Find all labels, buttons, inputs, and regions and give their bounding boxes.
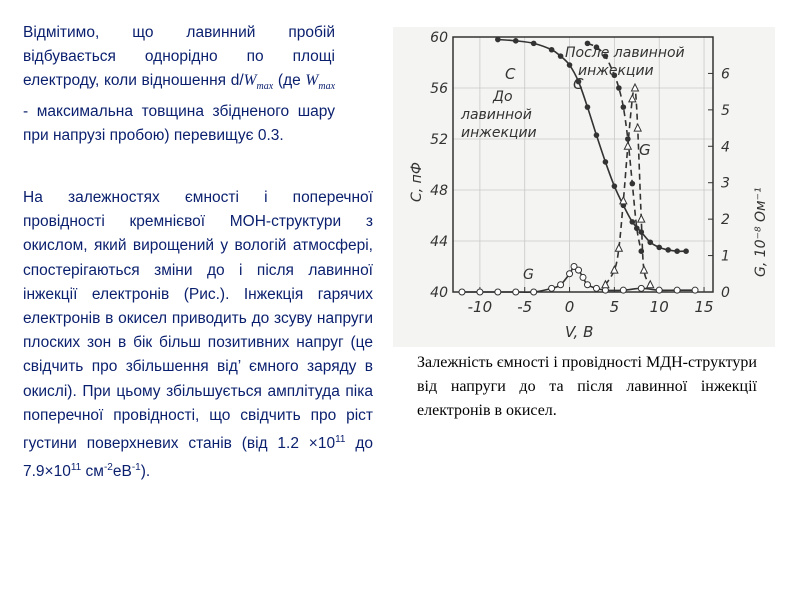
cv-gv-chart (393, 27, 775, 347)
data-point (634, 225, 640, 231)
data-point (593, 285, 599, 291)
data-point (630, 219, 636, 225)
x-tick-label: 5 (609, 298, 620, 316)
y-left-tick-label: 48 (430, 183, 448, 199)
data-point (625, 136, 631, 142)
x-tick-label: -5 (517, 298, 533, 316)
annotation-before-injection-1: До (493, 89, 513, 105)
paragraph-1-text-2: (де (277, 72, 301, 90)
annotation-after-injection-2: инжекции (578, 63, 654, 79)
data-point (549, 285, 555, 291)
y-right-tick-label: 0 (721, 285, 730, 301)
data-point (558, 53, 564, 59)
label-g-after: G (639, 141, 651, 159)
annotation-before-injection-3: инжекции (461, 125, 537, 141)
y-left-axis-label: C, пФ (409, 162, 425, 202)
label-g-before: G (523, 267, 534, 283)
y-right-tick-label: 4 (721, 139, 730, 156)
exp-4: -1 (131, 462, 141, 474)
data-point (647, 239, 653, 245)
y-right-tick-label: 6 (721, 66, 730, 83)
label-c-after: C (573, 75, 584, 93)
paragraph-2-text: На залежностях ємності і поперечної провідності кремнієвої МОН-структури з окислом, який вирощений у вологій атмосфері, спостерігаються зміни до і після лавинної інжекції електронів (Рис.). Інжекція гарячих електронів в окисел приводить до зсуву напруги плоских зон в бік більш позитивних напруг (це свідчить про збільшення від’ ємного заряду в окислі). При цьому збільшується амплітуда піка поперечної провідності, що свідчить про ріст густини поверхневих станів (від 1.2 ×10 (23, 189, 373, 453)
data-point (558, 282, 564, 288)
data-point (495, 37, 501, 43)
y-right-tick-label: 3 (721, 175, 730, 192)
data-point (683, 248, 689, 254)
y-left-tick-label: 52 (430, 132, 448, 148)
figure-caption: Залежність ємності і провідності МДН-структури від напруги до та після лавинної інжекції електронів в окисел. (417, 354, 757, 419)
w-symbol-2: W (305, 72, 319, 90)
data-point (656, 287, 662, 293)
paragraph-2-unit: см (81, 463, 104, 481)
data-point (692, 287, 698, 293)
y-right-tick-label: 5 (721, 102, 730, 119)
data-point (549, 47, 555, 53)
paragraph-avalanche-breakdown (23, 21, 335, 148)
paragraph-1-text: Відмітимо, що лавинний пробій відбувається однорідно по площі електроду, коли відношення d/ (23, 24, 335, 90)
x-tick-label: 15 (694, 298, 714, 316)
annotation-before-injection-2: лавинной (461, 107, 532, 123)
data-point (567, 271, 573, 277)
data-point (603, 159, 609, 165)
data-point (665, 247, 671, 253)
data-point (674, 287, 680, 293)
data-point (459, 289, 465, 295)
data-point (594, 132, 600, 138)
data-point (580, 274, 586, 280)
x-tick-label: -10 (467, 298, 493, 316)
x-axis-label: V, В (565, 323, 594, 341)
data-point (513, 38, 519, 44)
data-point (531, 41, 537, 47)
y-left-tick-label: 60 (430, 30, 448, 46)
label-c-before: C (505, 65, 516, 83)
data-point (612, 183, 618, 189)
x-tick-label: 10 (649, 298, 669, 316)
w-symbol: W (243, 72, 257, 90)
y-left-tick-label: 56 (430, 81, 448, 97)
w-subscript-2: max (318, 81, 336, 93)
data-point (477, 289, 483, 295)
y-left-tick-label: 40 (430, 285, 448, 301)
x-tick-label: 0 (564, 298, 575, 316)
paragraph-2-unit-2: еВ (112, 463, 132, 481)
w-subscript: max (256, 81, 274, 93)
data-point (616, 85, 622, 91)
paragraph-1-text-3: - максимальна товщина збідненого шару при напрузі пробою) перевищує 0.3. (23, 102, 335, 144)
data-point (495, 289, 501, 295)
exp-1: 11 (335, 434, 346, 446)
data-point (630, 181, 636, 187)
data-point (621, 104, 627, 110)
paragraph-2-mid: до 7.9×10 (23, 435, 373, 481)
y-right-axis-label: G, 10⁻⁸ Ом⁻¹ (753, 187, 769, 277)
data-point (576, 267, 582, 273)
data-point (585, 104, 591, 110)
data-point (584, 282, 590, 288)
paragraph-capacitance-conductance (23, 186, 373, 485)
data-point (638, 285, 644, 291)
exp-3: -2 (103, 462, 113, 474)
y-right-tick-label: 2 (721, 212, 730, 229)
y-left-tick-label: 44 (430, 234, 448, 250)
y-right-tick-label: 1 (721, 248, 730, 265)
data-point (567, 62, 573, 68)
annotation-after-injection-1: После лавинной (565, 45, 685, 61)
data-point (531, 289, 537, 295)
data-point (674, 248, 680, 254)
exp-2: 11 (70, 462, 82, 474)
data-point (513, 289, 519, 295)
data-point (656, 245, 662, 251)
data-point (620, 287, 626, 293)
paragraph-2-end: ). (140, 463, 151, 481)
